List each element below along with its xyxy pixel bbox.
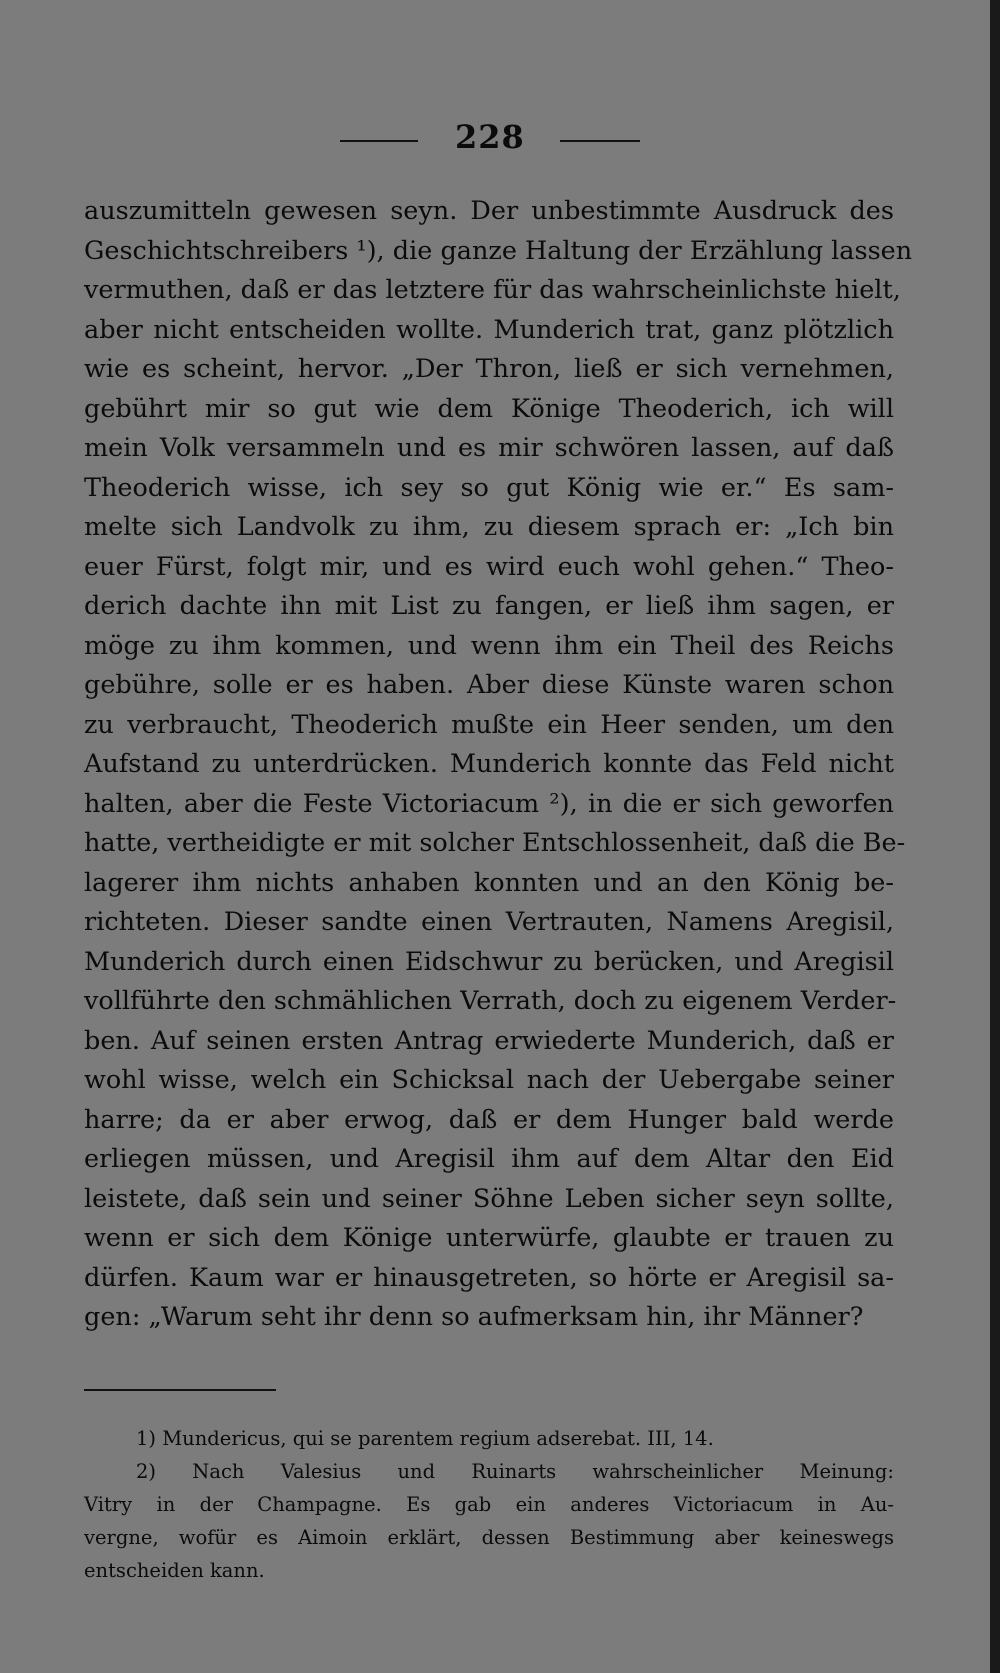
- header-dash-right: [560, 140, 640, 142]
- text-line: vollführte den schmählichen Verrath, doch zu eigenem Verder-: [84, 986, 897, 1016]
- footnote-2-line: vergne, wofür es Aimoin erklärt, dessen Bestimmung aber keineswegs: [84, 1526, 894, 1549]
- page-header: [0, 118, 1000, 158]
- text-line: auszumitteln gewesen seyn. Der unbestimmte Ausdruck des: [84, 196, 894, 226]
- text-line: Geschichtschreibers ¹), die ganze Haltung der Erzählung lassen: [84, 235, 913, 266]
- footnote-separator: [84, 1389, 276, 1391]
- text-line: euer Fürst, folgt mir, und es wird euch wohl gehen.“ Theo-: [84, 551, 894, 582]
- text-line: Theoderich wisse, ich sey so gut König wie er.“ Es sam-: [84, 472, 894, 503]
- page-edge-shadow: [990, 0, 1000, 1673]
- main-text: [84, 192, 913, 1338]
- text-line: wohl wisse, welch ein Schicksal nach der Uebergabe seiner: [84, 1065, 894, 1095]
- footnote-1: 1) Mundericus, qui se parentem regium adserebat. III, 14.: [136, 1427, 714, 1450]
- header-dash-left: [340, 140, 418, 142]
- text-line: Munderich durch einen Eidschwur zu berücken, und Aregisil: [84, 946, 894, 977]
- text-line: zu verbraucht, Theoderich mußte ein Heer senden, um den: [84, 709, 894, 740]
- text-line: richteten. Dieser sandte einen Vertrauten, Namens Aregisil,: [84, 907, 894, 937]
- text-line: aber nicht entscheiden wollte. Munderich trat, ganz plötzlich: [84, 314, 894, 345]
- text-line: mein Volk versammeln und es mir schwören lassen, auf daß: [84, 433, 894, 463]
- page-number: 228: [455, 118, 525, 156]
- footnote-2-line: Vitry in der Champagne. Es gab ein anderes Victoriacum in Au-: [84, 1493, 894, 1516]
- text-line: melte sich Landvolk zu ihm, zu diesem sprach er: „Ich bin: [84, 512, 894, 542]
- text-line: derich dachte ihn mit List zu fangen, er ließ ihm sagen, er: [84, 591, 894, 621]
- footnote-2-line: entscheiden kann.: [84, 1559, 265, 1582]
- footnote-2: 2) Nach Valesius und Ruinarts wahrscheinlicher Meinung:: [136, 1460, 894, 1483]
- text-line: halten, aber die Feste Victoriacum ²), in die er sich geworfen: [84, 788, 894, 819]
- text-line: leistete, daß sein und seiner Söhne Leben sicher seyn sollte,: [84, 1183, 894, 1214]
- text-line: Aufstand zu unterdrücken. Munderich konnte das Feld nicht: [84, 749, 894, 779]
- text-line: harre; da er aber erwog, daß er dem Hunger bald werde: [84, 1104, 894, 1135]
- text-line: vermuthen, daß er das letztere für das wahrscheinlichste hielt,: [84, 275, 901, 305]
- footnotes: [84, 1422, 894, 1587]
- text-line: gebührt mir so gut wie dem Könige Theoderich, ich will: [84, 393, 894, 424]
- text-line: erliegen müssen, und Aregisil ihm auf dem Altar den Eid: [84, 1144, 894, 1174]
- text-line: gebühre, solle er es haben. Aber diese Künste waren schon: [84, 670, 894, 700]
- text-line: wie es scheint, hervor. „Der Thron, ließ er sich vernehmen,: [84, 354, 894, 384]
- text-line: gen: „Warum seht ihr denn so aufmerksam hin, ihr Männer?: [84, 1302, 864, 1332]
- text-line: hatte, vertheidigte er mit solcher Entschlossenheit, daß die Be-: [84, 828, 906, 858]
- text-line: wenn er sich dem Könige unterwürfe, glaubte er trauen zu: [84, 1223, 894, 1253]
- text-line: dürfen. Kaum war er hinausgetreten, so hörte er Aregisil sa-: [84, 1262, 894, 1293]
- text-line: lagerer ihm nichts anhaben konnten und an den König be-: [84, 867, 894, 898]
- text-line: möge zu ihm kommen, und wenn ihm ein Theil des Reichs: [84, 630, 894, 661]
- text-line: ben. Auf seinen ersten Antrag erwiederte Munderich, daß er: [84, 1025, 894, 1056]
